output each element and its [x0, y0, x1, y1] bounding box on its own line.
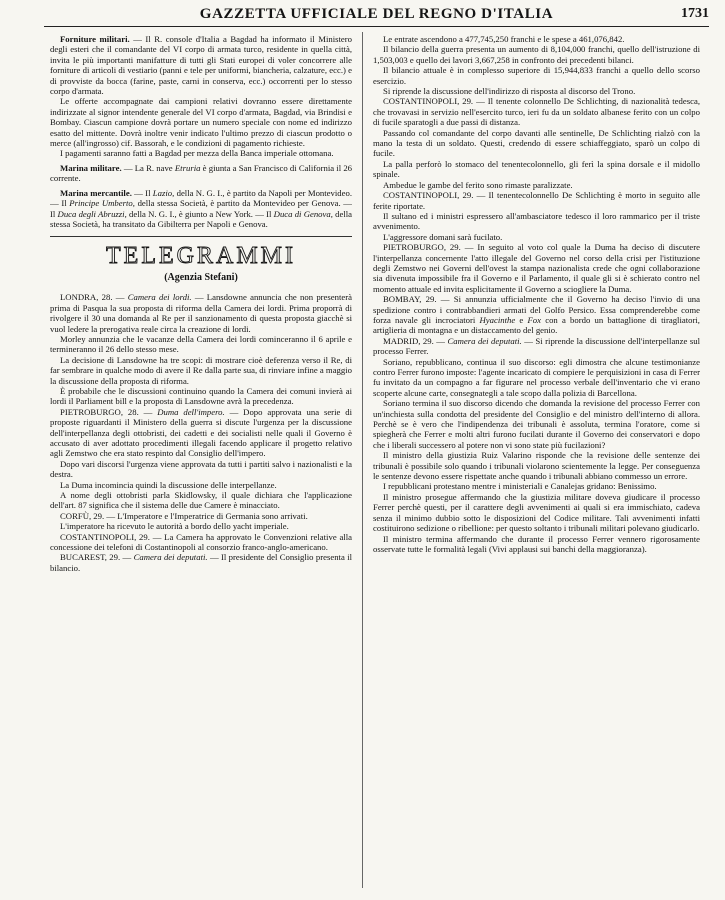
newspaper-title: GAZZETTA UFFICIALE DEL REGNO D'ITALIA — [199, 6, 554, 22]
pietroburgo-stampa-paragraph: PIETROBURGO, 29. — In seguito al voto col quale la Duma ha deciso di discutere l'interpellanza concernente l'atto illegale del Governo nel corso della crisi per l'istituzione degli Zemstwo nei Governi dell'ovest la stampa nazionalista crede che ogni collaborazione sia divenuta impossibile fra il Governo e il Parlamento, il quale gli si è schierato contro nel momento attuale ed invita esplicitamente il Governo a sciogliere la Duma. — [373, 242, 700, 294]
repubblicani-paragraph: I repubblicani protestano mentre i ministeriali e Canalejas gridano: Benissimo. — [383, 481, 657, 492]
marina-mercantile-paragraph: Marina mercantile. — Il Lazio, della N. G. I., è partito da Napoli per Montevideo. — Il Principe Umberto, della stessa Società, è partito da Montevideo per Genova. — Il Duca degli Abruzzi, della N. G. I., è giunto a New York. — Il Duca di Genova, della stessa Società, ha transitato da Gibilterra per Napoli e Genova. — [50, 187, 352, 229]
madrid-paragraph: MADRID, 29. — Camera dei deputati. — Si riprende la discussione dell'interpellanze sul processo Ferrer. — [373, 335, 700, 357]
forniture-paragraph: Forniture militari. — Il R. console d'Italia a Bagdad ha informato il Ministero degli esteri che il comandante del VI corpo di armata turco, residente in quella città, invita le più importanti manifatture di tutti gli Stati europei di voler concorrere alle forniture di articoli di vestiario (panni e tele per uniformi, biancheria, calzature, ecc.) e di provviste da bocca (farine, paste, carni in conserva, ecc.) occorrenti per lo stesso corpo d'armata. — [50, 34, 352, 97]
ministro-termina-paragraph: Il ministro termina affermando che durante il processo Ferrer vennero rigorosamente osservate tutte le formalità legali (Vivi applausi sui banchi della maggioranza). — [373, 533, 700, 554]
bombay-paragraph: BOMBAY, 29. — Si annunzia ufficialmente che il Governo ha deciso l'invio di una spedizione contro i contrabbandieri armati del Golfo Persico. Essa comprenderebbe come forza navale gli incrociatori Hyacinthe e Fox con a bordo un battaglione di tiragliatori, artiglieria di montagna e un distaccamento del genio. — [373, 294, 700, 336]
ottobristi-paragraph: A nome degli ottobristi parla Skidlowsky, il quale dichiara che l'applicazione dell'art. 87 significa che il sistema delle due Camere è minacciato. — [50, 490, 352, 511]
ambedue-paragraph: Ambedue le gambe del ferito sono rimaste paralizzate. — [383, 179, 573, 190]
palla-paragraph: La palla perforò lo stomaco del tenentecolonnello, gli ferì la spina dorsale e il midollo spinale. — [373, 158, 700, 180]
londra-paragraph: LONDRA, 28. — Camera dei lordi. — Lansdowne annuncia che non presenterà prima di Pasqua la sua proposta di riforma della Camera dei lordi. Prima proporrà di rivolgere il 30 una domanda al Re per il sanzionamento di questa proposta giacchè si vuol ledere la prerogativa reale circa la creazione di lordi. — [50, 292, 352, 334]
marina-militare-heading: Marina militare. — [60, 162, 122, 173]
forniture-offerte-paragraph: Le offerte accompagnate dai campioni relativi dovranno essere direttamente indirizzate al signor intendente generale del VI corpo d'armata, Bagdad, via Brindisi e Bombay. Ciascun campione dovrà portare un numero speciale con nome ed indirizzo esatto del mittente. Dovrà inoltre venir indicato l'ultimo prezzo di ciascun prodotto o merce (all'ingrosso) cif. Bassorah, e le condizioni di pagamento richieste. — [50, 96, 352, 149]
soriano-termina-paragraph: Soriano termina il suo discorso dicendo che domanda la revisione del processo Ferrer con un'inchiesta sulla condotta del presidente del Consiglio e del ministro dell'interno di allora. Perchè se è vero che l'indipendenza dei tribunali è assoluta, termina l'oratore, come si spiegherà che Ferrer e molti altri furono fucilati durante il Governo dei conservatori e dopo che i liberali successero al potere non vi sono state più fucilazioni? — [373, 398, 700, 450]
right-column — [373, 34, 700, 888]
pietroburgo-paragraph: PIETROBURGO, 28. — Duma dell'impero. — Dopo approvata una serie di proposte riguardanti il Ministero della guerra si discute l'urgenza per la discussione dell'interpellanza degli ottobristi, dei cadetti e dei socialisti nelle quali il Governo è accusato di aver adottato procedimenti illegali facendo applicare il progetto relativo agli Zemstwo che era stato respinto dal Consiglio dell'impero. — [50, 406, 352, 459]
indirizzo-paragraph: Si riprende la discussione dell'indirizzo di risposta al discorso del Trono. — [383, 86, 636, 97]
marina-militare-paragraph: Marina militare. — La R. nave Etruria è giunta a San Francisco di California il 26 corrente. — [50, 162, 352, 184]
page-number: 1731 — [681, 6, 709, 21]
page-header — [44, 4, 709, 27]
entrate-paragraph: Le entrate ascendono a 477,745,250 franchi e le spese a 461,076,842. — [383, 34, 625, 44]
duma-paragraph: La Duma incomincia quindi la discussione delle interpellanze. — [60, 479, 277, 490]
morte-paragraph: COSTANTINOPOLI, 29. — Il tenentecolonnello De Schlichting è morto in seguito alle ferite riportate. — [373, 190, 700, 211]
bilancio-attuale-paragraph: Il bilancio attuale è in complesso superiore di 15,944,833 franchi a quello dello scorso esercizio. — [373, 65, 700, 86]
costantinopoli-telefoni-paragraph: COSTANTINOPOLI, 29. — La Camera ha approvato le Convenzioni relative alla concessione dei telefoni di Costantinopoli al consorzio franco-anglo-americano. — [50, 531, 352, 553]
imperatore-paragraph: L'imperatore ha ricevuto le autorità a bordo dello yacht imperiale. — [60, 521, 289, 532]
morley-paragraph: Morley annunzia che le vacanze della Camera dei lordi cominceranno il 6 aprile e termineranno il 26 dello stesso mese. — [50, 333, 352, 355]
probabile-paragraph: È probabile che le discussioni continuino quando la Camera dei comuni invierà ai lordi il Parliament bill e la proposta di Lansdowne avrà la precedenza. — [50, 385, 352, 407]
soriano-paragraph: Soriano, repubblicano, continua il suo discorso: egli dimostra che alcune testimonianze contro Ferrer furono imposte: l'agente incaricato di compiere le perquisizioni in casa di Ferrer fu invitato da un compagno a far figurare nel processo verbale dell'inventario che vi erano scoperte alcune carte, consegnategli a tale scopo dalla polizia di Barcellona. — [373, 356, 700, 398]
ministro-prosegue-paragraph: Il ministro prosegue affermando che la giustizia militare doveva giudicare il processo Ferrer perchè questi, per il carattere degli avvenimenti ai quali si era immischiato, cadeva senza il minimo dubbio sotto le disposizioni del Codice militare. Tali avvenimenti infatti costituirono sedizione o ribellione: per questo soltanto i tribunali militari polevano giudicarlo. — [373, 491, 700, 534]
agency-subtitle: (Agenzia Stefani) — [164, 272, 238, 284]
forniture-pagamenti-paragraph: I pagamenti saranno fatti a Bagdad per mezza della Banca imperiale ottomana. — [60, 148, 334, 159]
telegrammi-title: TELEGRAMMI — [106, 243, 296, 270]
corfu-paragraph: CORFÙ, 29. — L'Imperatore e l'Imperatrice di Germania sono arrivati. — [60, 510, 308, 521]
passando-paragraph: Passando col comandante del corpo davanti alle sentinelle, De Schlichting rialzò con la mano la testa di un soldato. Questi, credendo di essere schiaffeggiato, sparò un colpo di fucile. — [373, 127, 700, 159]
sultano-paragraph: Il sultano ed i ministri espressero all'ambasciatore tedesco il loro rammarico per il triste avvenimento. — [373, 210, 700, 232]
bucarest-paragraph: BUCAREST, 29. — Camera dei deputati. — Il presidente del Consiglio presenta il bilancio. — [50, 552, 352, 573]
column-divider — [362, 32, 363, 888]
urgenza-paragraph: Dopo vari discorsi l'urgenza viene approvata da tutti i partiti salvo i nazionalisti e la destra. — [50, 458, 352, 480]
schlichting-paragraph: COSTANTINOPOLI, 29. — Il tenente colonnello De Schlichting, di nazionalità tedesca, che trovavasi in servizio nell'esercito turco, ieri fu da un soldato albanese ferito con un colpo di fucile sparatogli a due passi di distanza. — [373, 96, 700, 128]
decisione-paragraph: La decisione di Lansdowne ha tre scopi: di mostrare cioè deferenza verso il Re, di far sembrare in qualche modo di avere il Re dalla parte sua, di rinviare infine a maggio la discussione della proposta di riforma. — [50, 354, 352, 386]
bilancio-guerra-paragraph: Il bilancio della guerra presenta un aumento di 8,104,000 franchi, quello dell'istruzione di 1,503,003 e quello dei lavori 3,667,258 in confronto dei precedenti bilanci. — [373, 44, 700, 65]
left-column — [50, 34, 352, 888]
marina-mercantile-heading: Marina mercantile. — [60, 187, 132, 198]
aggressore-paragraph: L'aggressore domani sarà fucilato. — [383, 231, 503, 242]
giustizia-paragraph: Il ministro della giustizia Ruiz Valarino risponde che la revisione delle sentenze dei tribunali è possibile solo quando i tribunali violarono scientemente la legge. Per conseguenza le sentenze devono essere rispettate anche quando i tribunali abbiano commesso un errore. — [373, 450, 700, 482]
forniture-heading: Forniture militari. — [60, 34, 130, 44]
section-divider — [50, 236, 352, 237]
